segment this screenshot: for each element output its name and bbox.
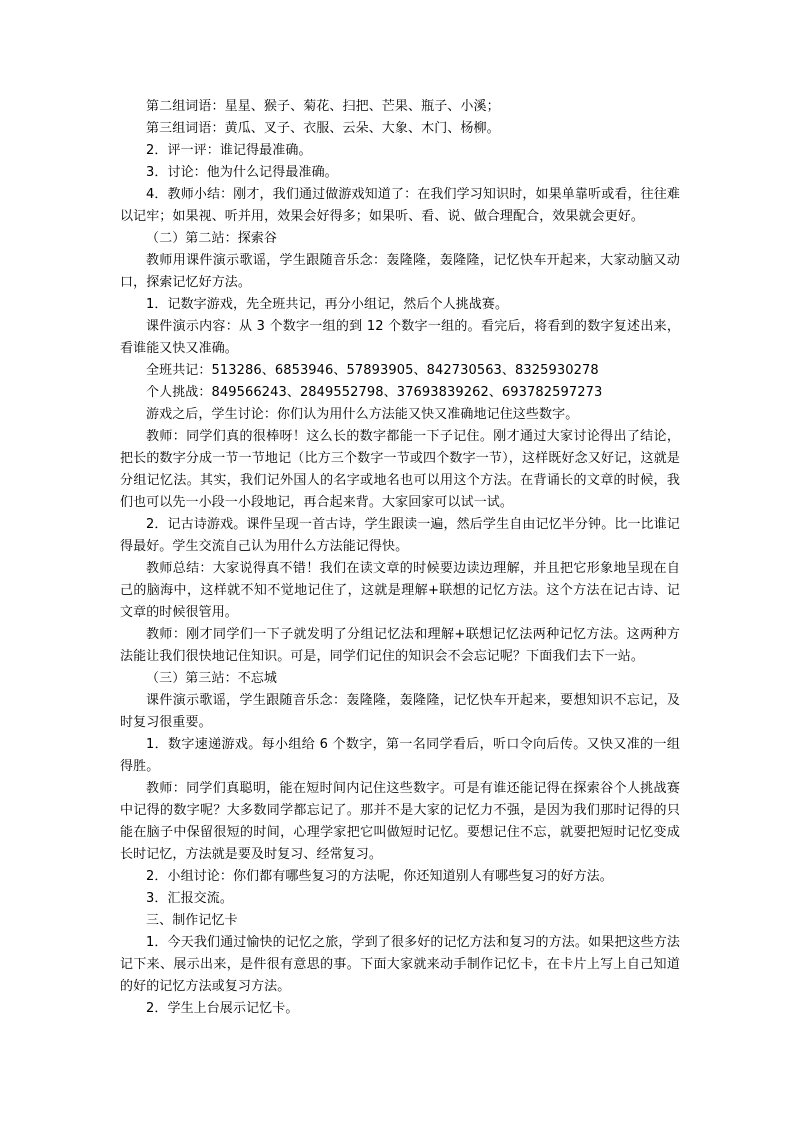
paragraph-teacher-grouping: 教师：同学们真的很棒呀！这么长的数字都能一下子记住。刚才通过大家讨论得出了结论，把长的数字分成一节一节地记（比方三个数字一节或四个数字一节），这样既好念又好记，这就是分组记忆法。其实，我们记外国人的名字或地名也可以用这个方法。在背诵长的文章的时候，我们也可以先一小段一小段地记，再合起来背。大家回家可以试一试。 bbox=[120, 429, 680, 510]
section-heading-memory-card: 三、制作记忆卡 bbox=[146, 913, 238, 928]
paragraph-make-card: 1．今天我们通过愉快的记忆之旅，学到了很多好的记忆方法和复习的方法。如果把这些方法记下来、展示出来，是件很有意思的事。下面大家就来动手制作记忆卡，在卡片上写上自己知道的好的记忆方法或复习方法。 bbox=[120, 935, 680, 994]
paragraph-group2-words: 第二组词语：星星、猴子、菊花、扫把、芒果、瓶子、小溪； bbox=[146, 99, 500, 114]
paragraph-poem-game: 2．记古诗游戏。课件呈现一首古诗，学生跟读一遍，然后学生自由记忆半分钟。比一比谁记得最好。学生交流自己认为用什么方法能记得快。 bbox=[120, 517, 680, 554]
paragraph-teacher-transition: 教师：刚才同学们一下子就发明了分组记忆法和理解+联想记忆法两种记忆方法。这两种方法能让我们很快地记住知识。可是，同学们记住的知识会不会忘记呢？下面我们去下一站。 bbox=[120, 627, 680, 664]
paragraph-discuss: 3．讨论：他为什么记得最准确。 bbox=[146, 165, 338, 180]
paragraph-after-game: 游戏之后，学生讨论：你们认为用什么方法能又快又准确地记住这些数字。 bbox=[146, 407, 579, 422]
paragraph-show-card: 2．学生上台展示记忆卡。 bbox=[146, 1001, 299, 1016]
paragraph-group3-words: 第三组词语：黄瓜、叉子、衣服、云朵、大象、木门、杨柳。 bbox=[146, 121, 500, 136]
paragraph-song-station2: 教师用课件演示歌谣，学生跟随音乐念：轰隆隆，轰隆隆，记忆快车开起来，大家动脑又动口，探索记忆好方法。 bbox=[120, 253, 680, 290]
paragraph-song-station3: 课件演示歌谣，学生跟随音乐念：轰隆隆，轰隆隆，记忆快车开起来，要想知识不忘记，及时复习很重要。 bbox=[120, 693, 680, 730]
paragraph-teacher-summary: 4．教师小结：刚才，我们通过做游戏知道了：在我们学习知识时，如果单靠听或看，往往难以记牢；如果视、听并用，效果会好得多；如果听、看、说、做合理配合，效果就会更好。 bbox=[120, 187, 680, 224]
paragraph-group-discussion: 2．小组讨论：你们都有哪些复习的方法呢，你还知道别人有哪些复习的好方法。 bbox=[146, 869, 613, 884]
document-body bbox=[120, 96, 680, 1020]
section-heading-station3: （三）第三站：不忘城 bbox=[146, 671, 278, 686]
paragraph-courseware-content: 课件演示内容：从 3 个数字一组的到 12 个数字一组的。看完后，将看到的数字复述出来，看谁能又快又准确。 bbox=[120, 319, 680, 356]
paragraph-report: 3．汇报交流。 bbox=[146, 891, 233, 906]
paragraph-number-game: 1．记数字游戏，先全班共记，再分小组记，然后个人挑战赛。 bbox=[146, 297, 509, 312]
paragraph-individual-numbers: 个人挑战：849566243、2849552798、37693839262、693782597273 bbox=[146, 385, 603, 400]
paragraph-teacher-memory: 教师：同学们真聪明，能在短时间内记住这些数字。可是有谁还能记得在探索谷个人挑战赛中记得的数字呢？大多数同学都忘记了。那并不是大家的记忆力不强，是因为我们那时记得的只能在脑子中保留很短的时间，心理学家把它叫做短时记忆。要想记住不忘，就要把短时记忆变成长时记忆，方法就是要及时复习、经常复习。 bbox=[120, 781, 680, 862]
paragraph-teacher-conclusion: 教师总结：大家说得真不错！我们在读文章的时候要边读边理解，并且把它形象地呈现在自己的脑海中，这样就不知不觉地记住了，这就是理解+联想的记忆方法。这个方法在记古诗、记文章的时候很管用。 bbox=[120, 561, 680, 620]
section-heading-station2: （二）第二站：探索谷 bbox=[146, 231, 278, 246]
paragraph-relay-game: 1．数字速递游戏。每小组给 6 个数字，第一名同学看后，听口令向后传。又快又准的一组得胜。 bbox=[120, 737, 680, 774]
paragraph-evaluate: 2．评一评：谁记得最准确。 bbox=[146, 143, 312, 158]
paragraph-class-numbers: 全班共记：513286、6853946、57893905、842730563、8325930278 bbox=[146, 363, 599, 378]
